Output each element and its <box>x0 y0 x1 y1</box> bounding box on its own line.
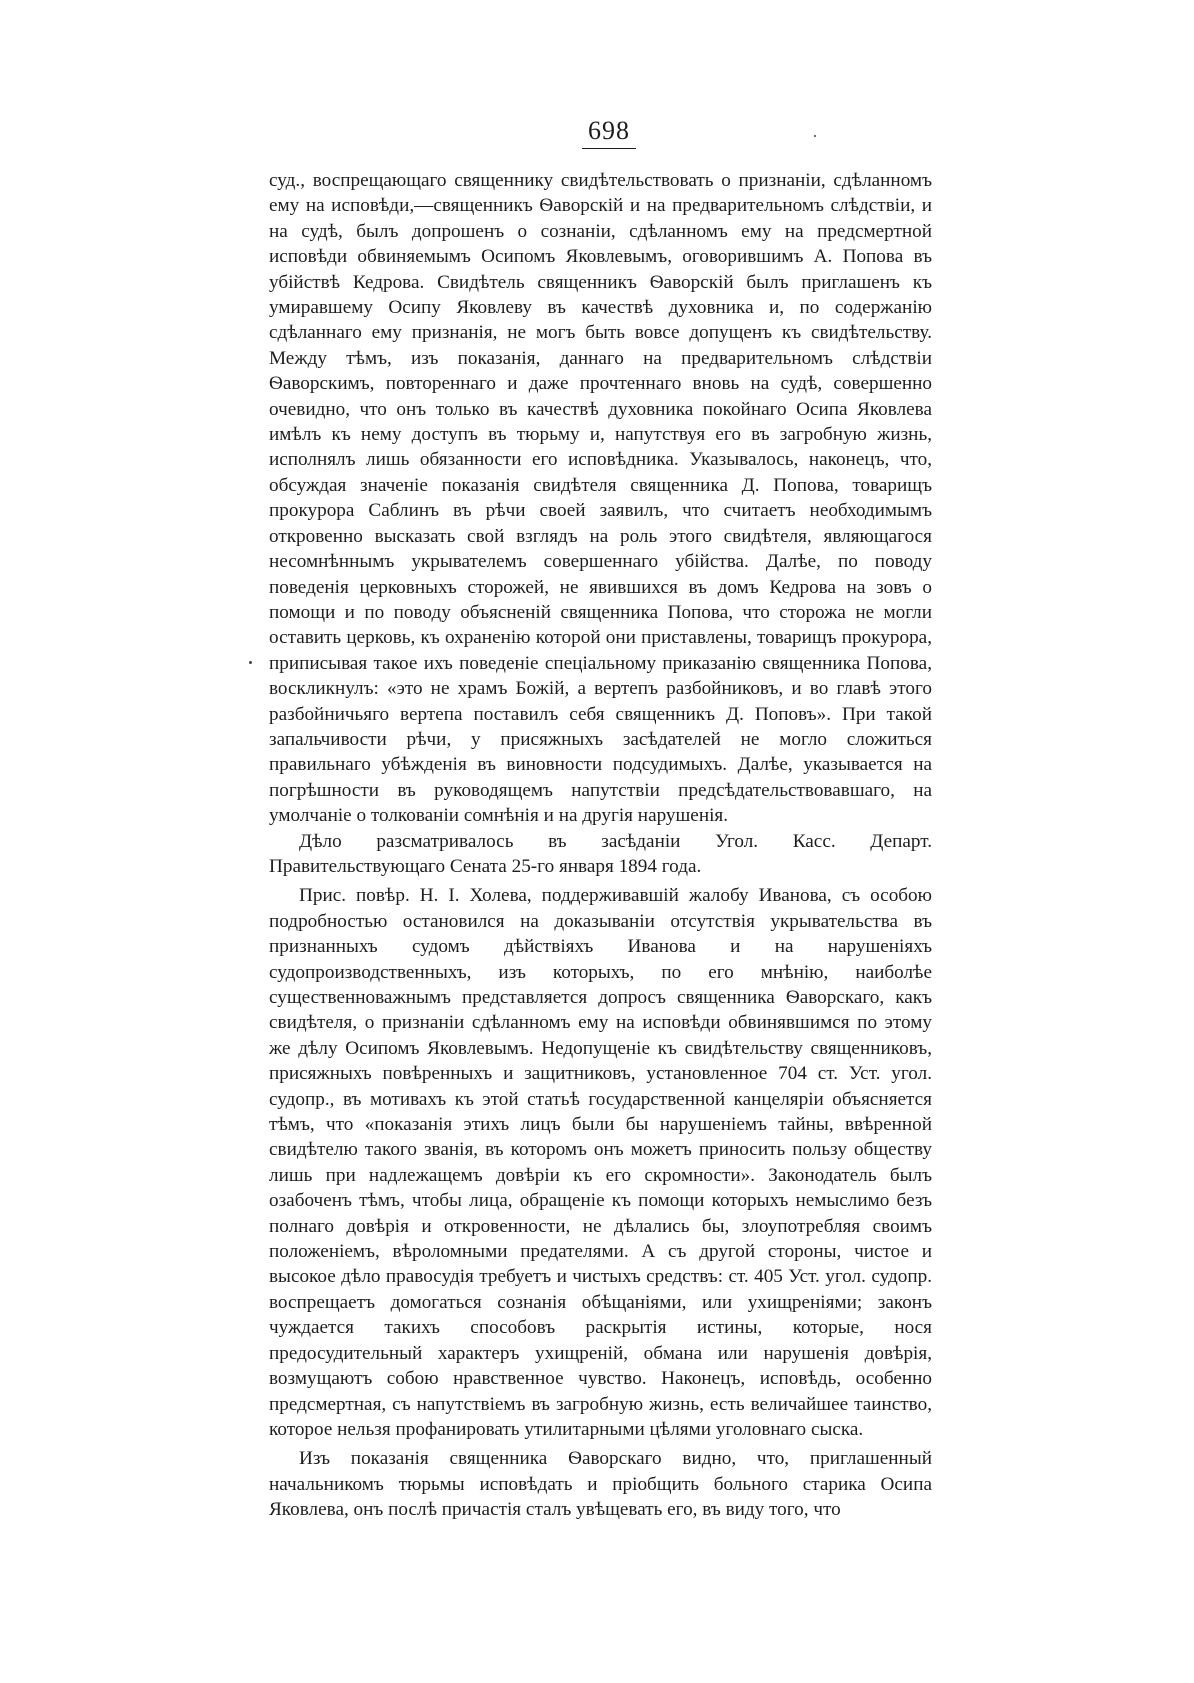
paragraph-4: Изъ показанія священника Ѳаворскаго видно, что, приглашенный начальникомъ тюрьмы исповѣдать и пріобщить больного старика Осипа Яковлева, онъ послѣ причастія сталъ увѣщевать его, въ виду того, что <box>269 1448 932 1521</box>
paragraph-3: Прис. повѣр. Н. I. Холева, поддерживавшій жалобу Иванова, съ особою подробностью остановился на доказываніи отсутствія укрывательства въ признанныхъ судомъ дѣйствіяхъ Иванова и на нарушеніяхъ судопроизводственныхъ, изъ которыхъ, по его мнѣнію, наиболѣе существенноважнымъ представляется допросъ священника Ѳаворскаго, какъ свидѣтеля, о признаніи сдѣланномъ ему на исповѣди обвинявшимся по этому же дѣлу Осипомъ Яковлевымъ. Недопущеніе къ свидѣтельству священниковъ, присяжныхъ повѣренныхъ и защитниковъ, установленное 704 ст. Уст. угол. судопр., въ мотивахъ къ этой статьѣ государственной канцеляріи объясняется тѣмъ, что «показанія этихъ лицъ были бы нарушеніемъ тайны, ввѣренной свидѣтелю такого званія, въ которомъ онъ можетъ приносить пользу обществу лишь при надлежащемъ довѣріи къ его скромности». Законодатель былъ озабоченъ тѣмъ, чтобы лица, обращеніе къ помощи которыхъ немыслимо безъ полнаго довѣрія и откровенности, не дѣлались бы, злоупотребляя своимъ положеніемъ, вѣроломными предателями. А съ другой стороны, чистое и высокое дѣло правосудія требуетъ и чистыхъ средствъ: ст. 405 Уст. угол. судопр. воспрещаетъ домогаться сознанія обѣщаніями, или ухищреніями; законъ чуждается такихъ способовъ раскрытія истины, которые, нося предосудительный характеръ ухищреній, обмана или нарушенія довѣрія, возмущаютъ собою нравственное чувство. Наконецъ, исповѣдь, особенно предсмертная, съ напутствіемъ въ загробную жизнь, есть величайшее таинство, которое нельзя профанировать утилитарными цѣлями уголовнаго сыска. <box>269 885 932 1440</box>
page-number <box>0 116 1194 149</box>
paragraph-2: Дѣло разсматривалось въ засѣданіи Угол. Касс. Департ. Правительствующаго Сената 25-го января 1894 года. <box>269 830 932 877</box>
print-speck <box>814 135 816 137</box>
body-text <box>269 168 932 1523</box>
paragraph-1: суд., воспрещающаго священнику свидѣтельствовать о признаніи, сдѣланномъ ему на исповѣди,—священникъ Ѳаворскій и на предварительномъ слѣдствіи, и на судѣ, былъ допрошенъ о сознаніи, сдѣланномъ ему на предсмертной исповѣди обвиняемымъ Осипомъ Яковлевымъ, оговорившимъ А. Попова въ убійствѣ Кедрова. Свидѣтель священникъ Ѳаворскій былъ приглашенъ къ умиравшему Осипу Яковлеву въ качествѣ духовника и, по содержанію сдѣланнаго ему признанія, не могъ быть вовсе допущенъ къ свидѣтельству. Между тѣмъ, изъ показанія, даннаго на предварительномъ слѣдствіи Ѳаворскимъ, повтореннаго и даже прочтеннаго вновь на судѣ, совершенно очевидно, что онъ только въ качествѣ духовника покойнаго Осипа Яковлева имѣлъ къ нему доступъ въ тюрьму и, напутствуя его въ загробную жизнь, исполнялъ лишь обязанности его исповѣдника. Указывалось, наконецъ, что, обсуждая значеніе показанія свидѣтеля священника Д. Попова, товарищъ прокурора Саблинъ въ рѣчи своей заявилъ, что считаетъ необходимымъ откровенно высказать свой взглядъ на роль этого свидѣтеля, являющагося несомнѣннымъ укрывателемъ совершеннаго убійства. Далѣе, по поводу поведенія церковныхъ сторожей, не явившихся въ домъ Кедрова на зовъ о помощи и по поводу объясненій священника Попова, что сторожа не могли оставить церковь, къ охраненію которой они приставлены, товарищъ прокурора, приписывая такое ихъ поведеніе спеціальному приказанію священника Попова, воскликнулъ: «это не храмъ Божій, а вертепъ разбойниковъ, и во главѣ этого разбойничьяго вертепа поставилъ себя священникъ Д. Поповъ». При такой запальчивости рѣчи, у присяжныхъ засѣдателей не могло сложиться правильнаго убѣжденія въ виновности подсудимыхъ. Далѣе, указывается на погрѣшности въ руководящемъ напутствіи предсѣдательствовавшаго, на умолчаніе о толкованіи сомнѣнія и на другія нарушенія. <box>269 170 932 827</box>
page-number-text: 698 <box>582 116 636 149</box>
print-speck <box>249 661 252 664</box>
